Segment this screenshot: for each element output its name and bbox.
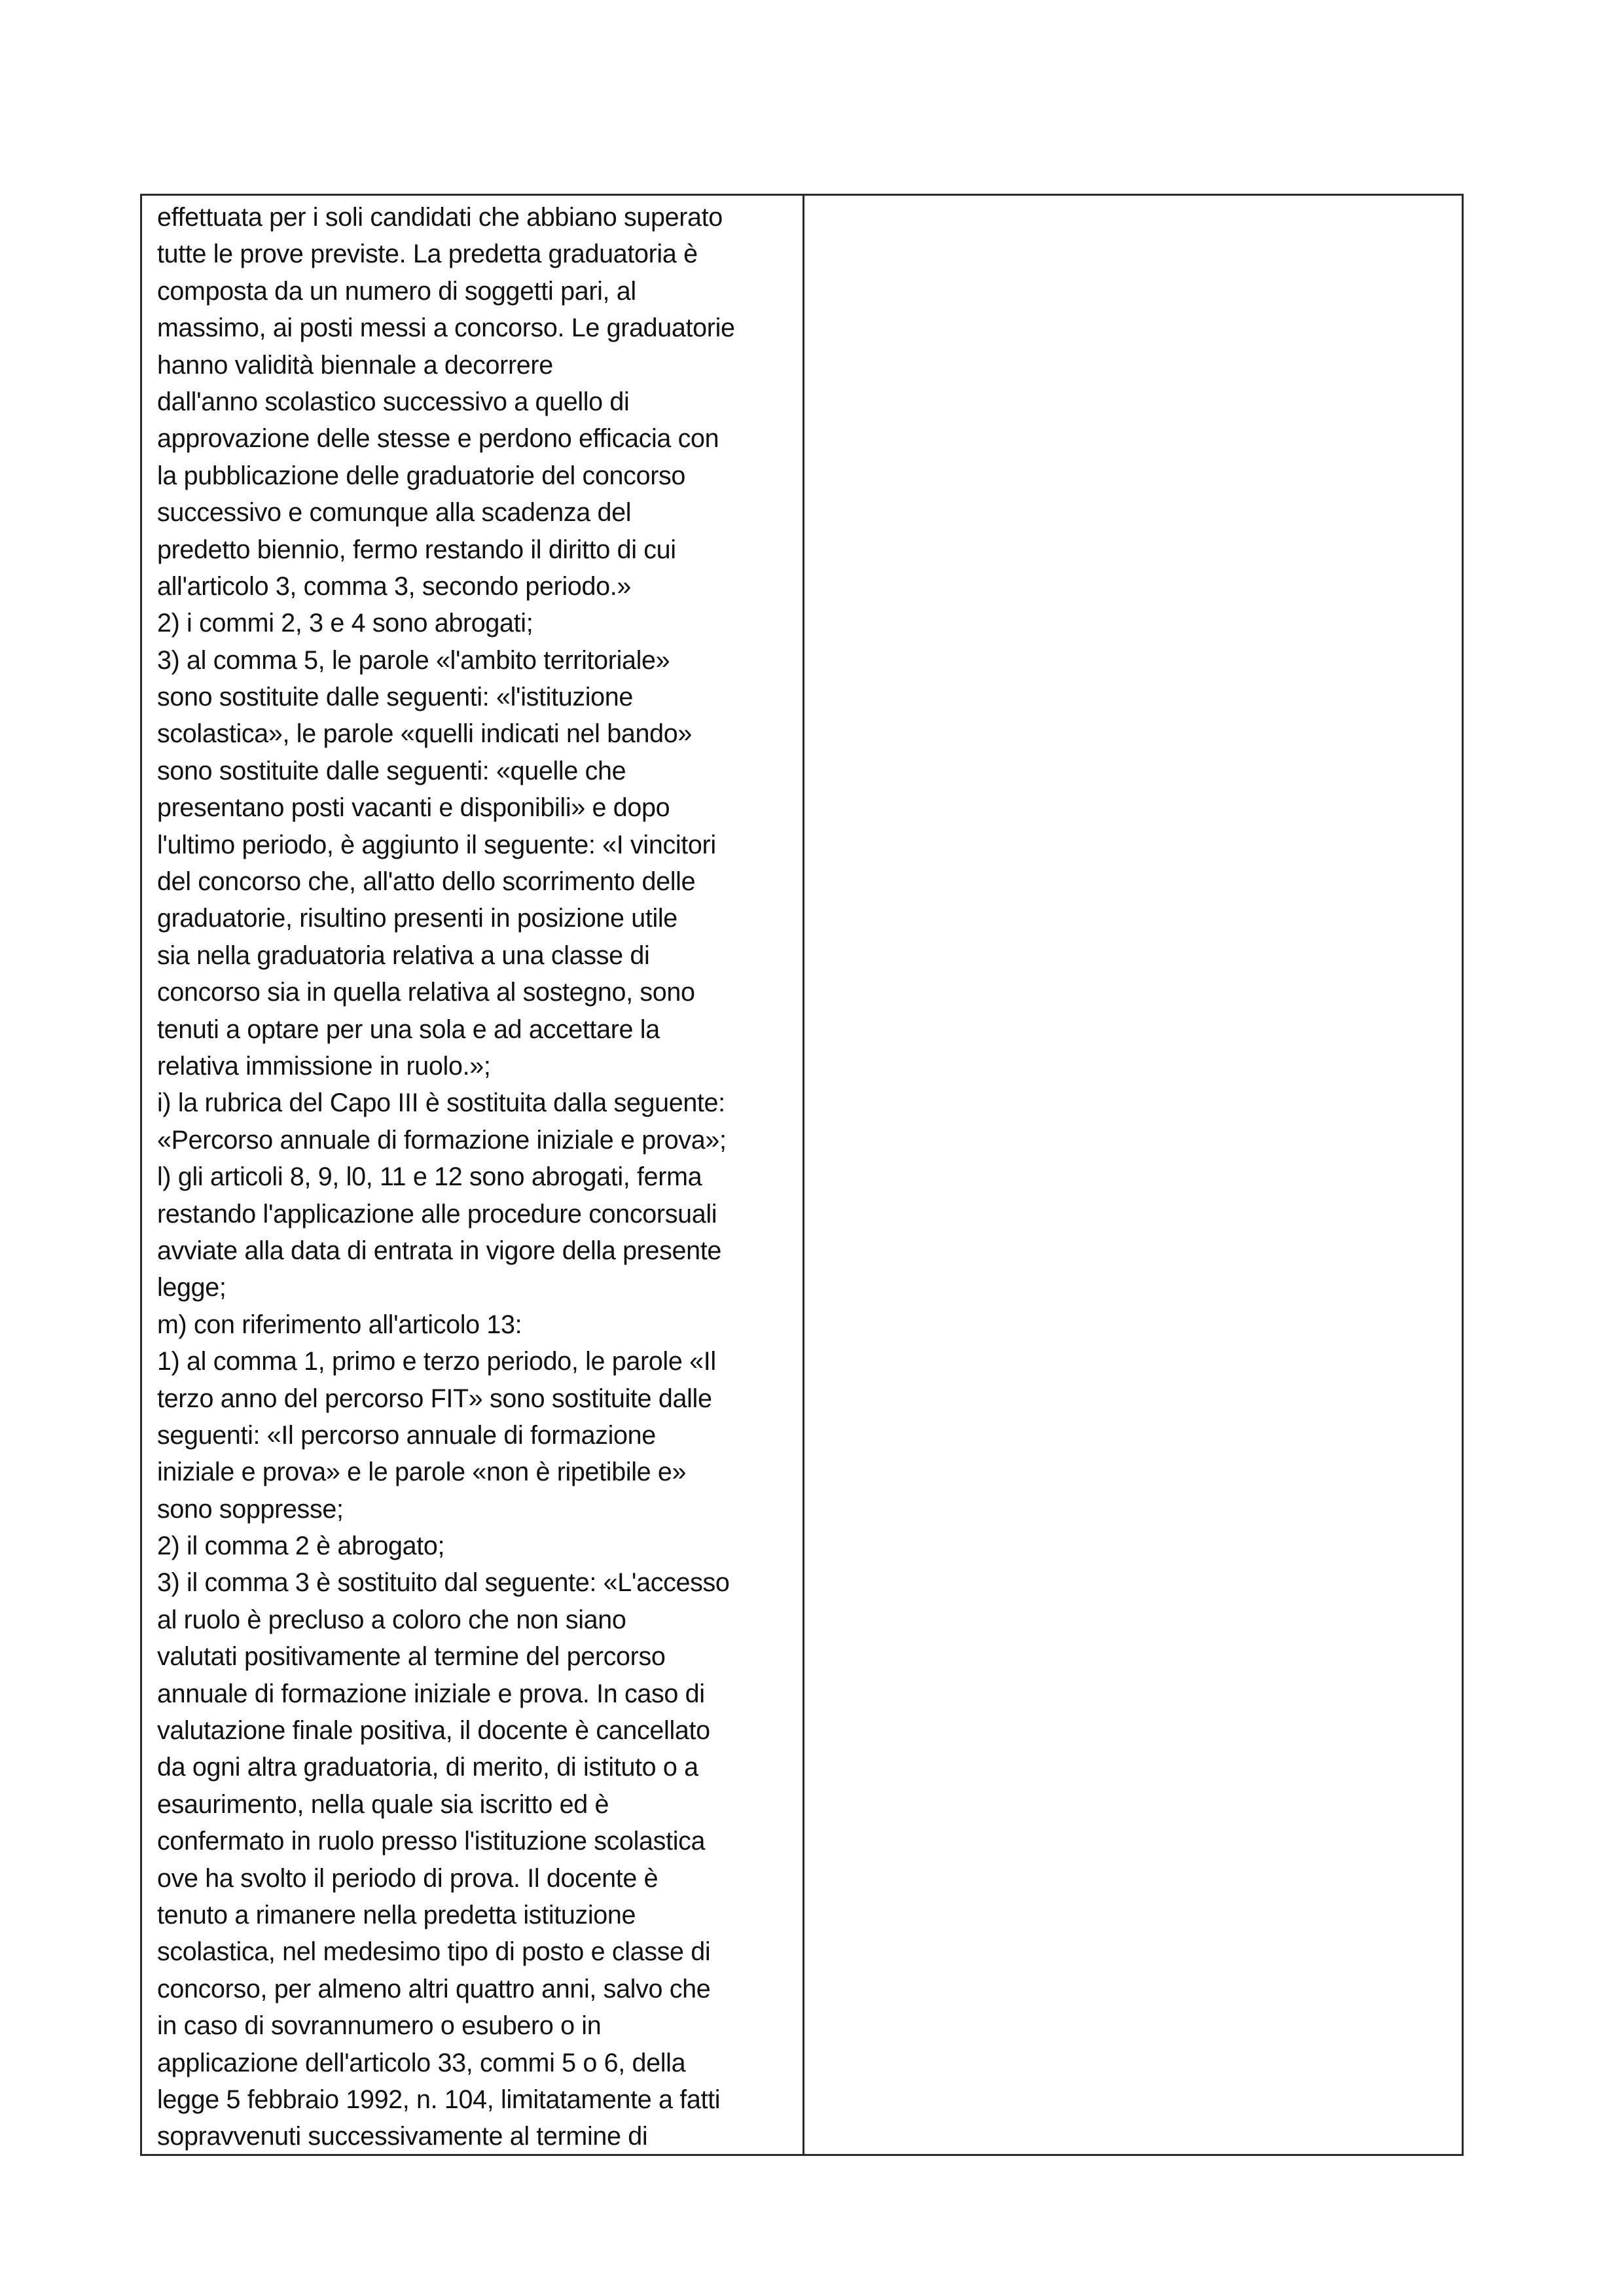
text-line: sono sostituite dalle seguenti: «l'istituzione: [157, 683, 634, 712]
text-line: relativa immissione in ruolo.»;: [157, 1051, 491, 1081]
text-line: in caso di sovrannumero o esubero o in: [157, 2011, 602, 2041]
text-line: sono soppresse;: [157, 1494, 344, 1524]
text-line: applicazione dell'articolo 33, commi 5 o 6, della: [157, 2048, 686, 2077]
text-line: effettuata per i soli candidati che abbiano superato: [157, 203, 723, 232]
text-line: presentano posti vacanti e disponibili» e dopo: [157, 793, 670, 823]
text-line: tutte le prove previste. La predetta graduatoria è: [157, 240, 698, 269]
text-line: concorso, per almeno altri quattro anni, salvo che: [157, 1974, 711, 2003]
left-column-text: [157, 196, 803, 2154]
text-line: scolastica», le parole «quelli indicati nel bando»: [157, 719, 692, 749]
text-line: 3) il comma 3 è sostituito dal seguente: «L'accesso: [157, 1568, 730, 1598]
text-line: ove ha svolto il periodo di prova. Il docente è: [157, 1863, 659, 1893]
text-line: legge 5 febbraio 1992, n. 104, limitatamente a fatti: [157, 2085, 721, 2114]
text-line: successivo e comunque alla scadenza del: [157, 498, 632, 528]
text-line: sono sostituite dalle seguenti: «quelle che: [157, 756, 626, 785]
text-line: seguenti: «Il percorso annuale di formazione: [157, 1420, 656, 1450]
text-line: annuale di formazione iniziale e prova. In caso di: [157, 1679, 705, 1708]
text-line: valutazione finale positiva, il docente è cancellato: [157, 1716, 710, 1746]
text-line: massimo, ai posti messi a concorso. Le graduatorie: [157, 314, 735, 343]
text-line: sopravvenuti successivamente al termine di: [157, 2122, 648, 2151]
text-line: concorso sia in quella relativa al sostegno, sono: [157, 978, 695, 1007]
text-line: tenuto a rimanere nella predetta istituzione: [157, 1900, 636, 1929]
text-line: i) la rubrica del Capo III è sostituita dalla seguente:: [157, 1088, 725, 1118]
text-line: l'ultimo periodo, è aggiunto il seguente: «I vincitori: [157, 830, 716, 859]
text-line: 3) al comma 5, le parole «l'ambito territoriale»: [157, 645, 670, 675]
text-line: l) gli articoli 8, 9, l0, 11 e 12 sono abrogati, ferma: [157, 1162, 702, 1192]
right-column-cell: [804, 196, 1462, 2154]
text-line: confermato in ruolo presso l'istituzione scolastica: [157, 1827, 706, 1856]
text-line: dall'anno scolastico successivo a quello di: [157, 387, 630, 416]
text-line: 1) al comma 1, primo e terzo periodo, le parole «Il: [157, 1347, 716, 1376]
text-line: esaurimento, nella quale sia iscritto ed è: [157, 1789, 609, 1819]
text-line: «Percorso annuale di formazione iniziale e prova»;: [157, 1125, 727, 1155]
text-line: 2) il comma 2 è abrogato;: [157, 1532, 445, 1561]
text-line: all'articolo 3, comma 3, secondo periodo.»: [157, 571, 631, 601]
text-line: scolastica, nel medesimo tipo di posto e classe di: [157, 1937, 711, 1967]
text-line: graduatorie, risultino presenti in posizione utile: [157, 904, 677, 933]
text-line: legge;: [157, 1273, 226, 1302]
text-line: m) con riferimento all'articolo 13:: [157, 1310, 522, 1339]
text-line: 2) i commi 2, 3 e 4 sono abrogati;: [157, 609, 533, 638]
text-line: hanno validità biennale a decorrere: [157, 350, 553, 380]
text-line: terzo anno del percorso FIT» sono sostituite dalle: [157, 1384, 712, 1413]
text-line: da ogni altra graduatoria, di merito, di istituto o a: [157, 1753, 698, 1782]
text-line: la pubblicazione delle graduatorie del concorso: [157, 461, 686, 490]
text-line: tenuti a optare per una sola e ad accettare la: [157, 1014, 660, 1044]
text-line: valutati positivamente al termine del percorso: [157, 1642, 666, 1672]
text-line: composta da un numero di soggetti pari, al: [157, 276, 636, 306]
text-line: restando l'applicazione alle procedure concorsuali: [157, 1199, 717, 1229]
left-column-cell: [142, 196, 804, 2154]
text-line: iniziale e prova» e le parole «non è ripetibile e»: [157, 1458, 687, 1487]
text-line: approvazione delle stesse e perdono efficacia con: [157, 424, 719, 454]
text-line: del concorso che, all'atto dello scorrimento delle: [157, 867, 696, 897]
document-table: [140, 194, 1464, 2156]
text-line: al ruolo è precluso a coloro che non siano: [157, 1605, 626, 1634]
text-line: predetto biennio, fermo restando il diritto di cui: [157, 535, 676, 564]
text-line: sia nella graduatoria relativa a una classe di: [157, 941, 650, 970]
text-line: avviate alla data di entrata in vigore della presente: [157, 1236, 721, 1265]
